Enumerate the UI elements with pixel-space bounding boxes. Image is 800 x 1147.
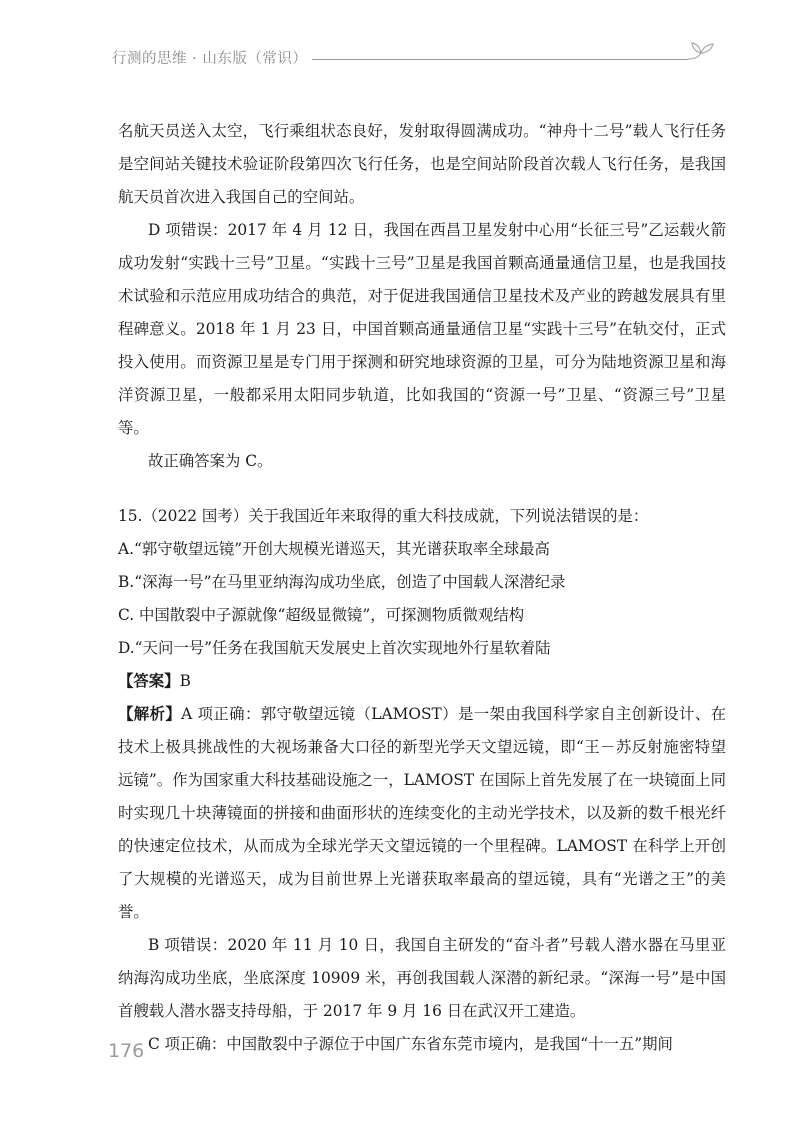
- header-rule: [312, 59, 688, 60]
- running-header: [112, 47, 722, 77]
- question-15: [118, 500, 726, 1061]
- answer-value: B: [179, 672, 191, 690]
- answer-line: [118, 665, 726, 698]
- option-a: A.“郭守敬望远镜”开创大规模光谱巡天，其光谱获取率全球最高: [118, 540, 550, 558]
- paragraph-continuation: 名航天员送入太空，飞行乘组状态良好，发射取得圆满成功。“神舟十二号”载人飞行任务是空间站关键技术验证阶段第四次飞行任务，也是空间站阶段首次载人飞行任务，是我国航天员首次进入我国自己的空间站。: [118, 122, 726, 206]
- option-b: B.“深海一号”在马里亚纳海沟成功坐底，创造了中国载人深潜纪录: [118, 573, 566, 591]
- sprout-icon: [684, 41, 718, 65]
- analysis-label: 【解析】: [118, 705, 182, 723]
- paragraph-conclusion: 故正确答案为 C。: [148, 452, 273, 470]
- continued-explanation: [118, 115, 726, 478]
- option-c: C. 中国散裂中子源就像“超级显微镜”，可探测物质微观结构: [118, 606, 525, 624]
- analysis-option-b: B 项错误：2020 年 11 月 10 日，我国自主研发的“奋斗者”号载人潜水器在马里亚纳海沟成功坐底，坐底深度 10909 米，再创我国载人深潜的新纪录。“深海一号”是中国首艘载人潜水器支持母船，于 2017 年 9 月 16 日在武汉开工建造。: [118, 936, 726, 1020]
- question-stem: 15.（2022 国考）关于我国近年来取得的重大科技成就，下列说法错误的是：: [118, 507, 649, 525]
- analysis-text: A 项正确：郭守敬望远镜（LAMOST）是一架由我国科学家自主创新设计、在技术上极具挑战性的大视场兼备大口径的新型光学天文望远镜，即“王－苏反射施密特望远镜”。作为国家重大科技基础设施之一，LAMOST 在国际上首先发展了在一块镜面上同时实现几十块薄镜面的拼接和曲面形状的连续变化的主动光学技术，以及新的数千根光纤的快速定位技术，从而成为全球光学天文望远镜的一个里程碑。LAMOST 在科学上开创了大规模的光谱巡天，成为目前世界上光谱获取率最高的望远镜，具有“光谱之王”的美誉。: [118, 705, 727, 921]
- paragraph-option-d: D 项错误：2017 年 4 月 12 日，我国在西昌卫星发射中心用“长征三号”乙运载火箭成功发射“实践十三号”卫星。“实践十三号”卫星是我国首颗高通量通信卫星，也是我国技术试验和示范应用成功结合的典范，对于促进我国通信卫星技术及产业的跨越发展具有里程碑意义。2018 年 1 月 23 日，中国首颗高通量通信卫星“实践十三号”在轨交付，正式投入使用。而资源卫星是专门用于探测和研究地球资源的卫星，可分为陆地资源卫星和海洋资源卫星，一般都采用太阳同步轨道，比如我国的“资源一号”卫星、“资源三号”卫星等。: [118, 221, 726, 437]
- analysis-option-c: C 项正确：中国散裂中子源位于中国广东省东莞市境内，是我国“十一五”期间: [148, 1035, 673, 1053]
- page-number: 176: [108, 1040, 145, 1062]
- book-title: 行测的思维 · 山东版（常识）: [112, 51, 308, 67]
- answer-label: 【答案】: [118, 672, 180, 690]
- option-d: D.“天问一号”任务在我国航天发展史上首次实现地外行星软着陆: [118, 639, 551, 657]
- analysis-paragraph: [118, 698, 726, 929]
